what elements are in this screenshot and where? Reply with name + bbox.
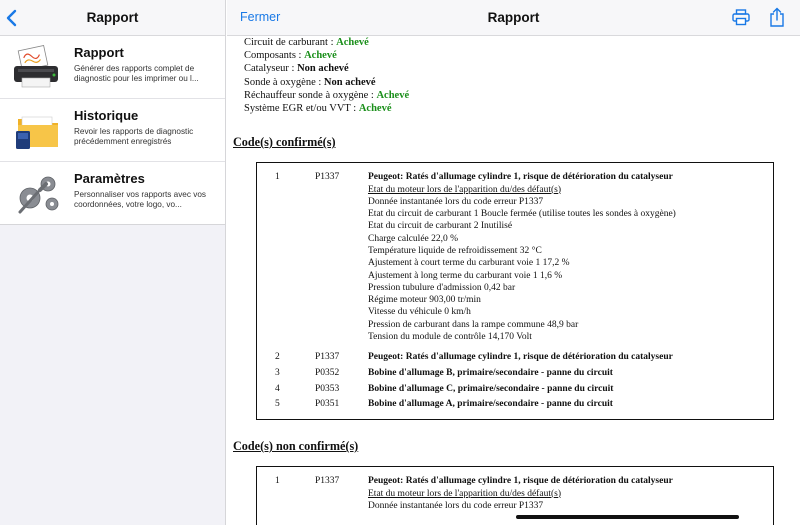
sidebar-item-title: Paramètres	[74, 171, 145, 186]
sidebar	[0, 0, 226, 525]
status-value: Non achevé	[323, 76, 376, 88]
freeze-frame-line: Pression tubulure d'admission 0,42 bar	[368, 282, 516, 293]
dtc-description: Peugeot: Ratés d'allumage cylindre 1, risque de détérioration du catalyseur	[368, 352, 673, 362]
status-value: Achevé	[304, 50, 337, 62]
code-number: 1	[275, 476, 280, 486]
freeze-frame-line: Etat du circuit de carburant 1 Boucle fermée (utilise toutes les sondes à oxygène)	[368, 209, 676, 220]
dtc-code: P0353	[315, 383, 340, 394]
dtc-description: Peugeot: Ratés d'allumage cylindre 1, risque de détérioration du catalyseur	[368, 172, 673, 182]
status-value: Achevé	[376, 89, 410, 101]
gears-settings-icon	[12, 170, 66, 216]
freeze-frame-data	[368, 184, 768, 344]
freeze-frame-line: Régime moteur 903,00 tr/min	[368, 295, 481, 306]
code-number: 1	[275, 172, 280, 182]
dtc-code: P1337	[315, 352, 340, 362]
status-line: Circuit de carburant : Achevé	[244, 37, 369, 48]
dtc-code: P1337	[315, 172, 340, 182]
freeze-frame-heading: Etat du moteur lors de l'apparition du/des défaut(s)	[368, 184, 561, 195]
freeze-frame-line: Vitesse du véhicule 0 km/h	[368, 307, 471, 318]
freeze-frame-line: Tension du module de contrôle 14,170 Volt	[368, 332, 532, 343]
freeze-frame-line: Etat du circuit de carburant 2 Inutilisé	[368, 221, 513, 232]
dtc-code: P0351	[315, 399, 340, 409]
freeze-frame-line: Température liquide de refroidissement 32 °C	[368, 245, 542, 256]
freeze-frame-line: Ajustement à court terme du carburant voie 1 17,2 %	[368, 258, 570, 269]
printer-report-icon	[12, 44, 66, 90]
sidebar-item-desc: Revoir les rapports de diagnostic précédemment enregistrés	[74, 127, 194, 146]
status-line: Système EGR et/ou VVT : Achevé	[244, 103, 392, 115]
sidebar-header	[0, 0, 225, 36]
dtc-description: Bobine d'allumage C, primaire/secondaire - panne du circuit	[368, 383, 614, 394]
chevron-left-icon[interactable]	[5, 9, 19, 27]
freeze-frame-line: Donnée instantanée lors du code erreur P1337	[368, 196, 544, 207]
page-title: Rapport	[487, 10, 540, 25]
sidebar-item-parametres[interactable]	[0, 162, 225, 225]
dtc-description: Bobine d'allumage B, primaire/secondaire - panne du circuit	[368, 368, 613, 378]
sidebar-item-title: Rapport	[74, 45, 124, 60]
freeze-frame-line: Donnée instantanée lors du code erreur P1337	[368, 500, 544, 511]
status-line: Réchauffeur sonde à oxygène : Achevé	[244, 89, 410, 101]
dtc-code: P0352	[315, 368, 340, 378]
section-title-unconfirmed: Code(s) non confirmé(s)	[233, 439, 359, 453]
dtc-description: Bobine d'allumage A, primaire/secondaire - panne du circuit	[368, 399, 613, 409]
dtc-description: Peugeot: Ratés d'allumage cylindre 1, risque de détérioration du catalyseur	[368, 476, 673, 486]
freeze-frame-line: Charge calculée 22,0 %	[368, 233, 459, 244]
printer-icon[interactable]	[732, 9, 750, 26]
status-line: Sonde à oxygène : Non achevé	[244, 76, 376, 88]
code-number: 3	[275, 368, 280, 378]
code-number: 4	[275, 383, 280, 394]
sidebar-item-historique[interactable]	[0, 99, 225, 162]
code-number: 2	[275, 352, 280, 362]
report-detail[interactable]	[227, 0, 800, 525]
sidebar-item-title: Historique	[74, 108, 139, 123]
status-line: Catalyseur : Non achevé	[244, 63, 349, 75]
sidebar-item-rapport[interactable]	[0, 36, 225, 99]
dtc-code: P1337	[315, 476, 340, 486]
sidebar-title: Rapport	[86, 10, 139, 25]
freeze-frame-data	[368, 488, 768, 513]
freeze-frame-line: Ajustement à long terme du carburant voie 1 1,6 %	[368, 270, 563, 281]
status-value: Achevé	[336, 37, 369, 48]
close-button[interactable]: Fermer	[240, 10, 281, 24]
share-icon[interactable]	[769, 7, 785, 27]
readiness-status	[244, 36, 409, 115]
home-indicator[interactable]	[516, 515, 739, 519]
sidebar-item-desc: Générer des rapports complet de diagnostic pour les imprimer ou l...	[74, 64, 199, 83]
status-line: Composants : Achevé	[244, 50, 337, 62]
sidebar-menu	[0, 36, 225, 225]
freeze-frame-line: Pression de carburant dans la rampe commune 48,9 bar	[368, 319, 579, 330]
confirmed-codes-table	[256, 162, 774, 420]
sidebar-item-desc: Personnaliser vos rapports avec vos coordonnées, votre logo, vo...	[74, 190, 206, 209]
freeze-frame-heading: Etat du moteur lors de l'apparition du/des défaut(s)	[368, 488, 561, 499]
report-navbar	[227, 0, 800, 36]
folder-history-icon	[12, 107, 66, 153]
code-number: 5	[275, 399, 280, 409]
section-title-confirmed: Code(s) confirmé(s)	[233, 135, 336, 149]
status-value: Non achevé	[297, 63, 349, 75]
status-value: Achevé	[358, 103, 392, 115]
